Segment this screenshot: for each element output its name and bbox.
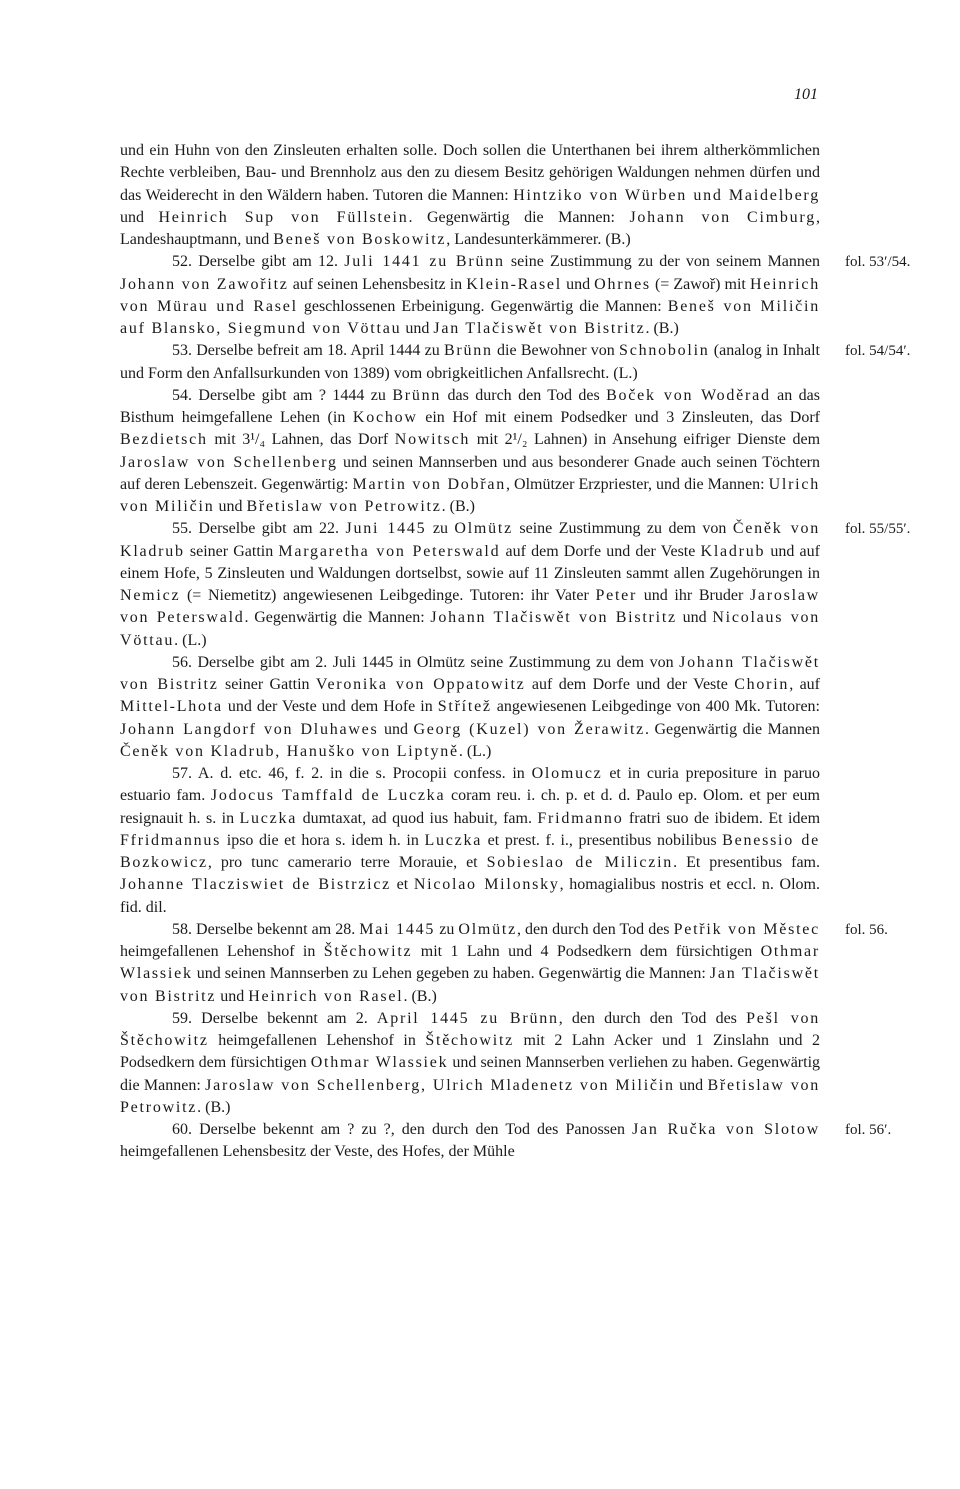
spaced-name: Beneš von Boskowitz bbox=[273, 231, 447, 248]
spaced-name: Georg (Kuzel) von Žerawitz bbox=[413, 720, 646, 738]
spaced-name: Beneš von Miličin auf Blansko, Siegmund von Vöttau bbox=[120, 297, 820, 337]
spaced-name: Othmar Wlassiek bbox=[310, 1054, 449, 1072]
text-run: und seinen Mannserben zu Lehen gegeben zu haben. Gegenwärtig die Mannen: bbox=[192, 965, 710, 983]
text-run: . Gegenwärtig die Mannen: bbox=[408, 208, 630, 226]
text-run: und seinen Mannserben verliehen zu haben. Gegenwärtig die Mannen: bbox=[120, 1054, 821, 1094]
text-run: und bbox=[401, 320, 434, 337]
spaced-name: Fridmanno bbox=[537, 809, 624, 827]
paragraph bbox=[120, 251, 911, 340]
text-run: (= Niemetitz) angewiesenen Leibgedinge. Tutoren: ihr Vater bbox=[180, 587, 596, 604]
spaced-name: Jan Ručka von Slotow bbox=[632, 1121, 820, 1138]
text-run: seine Zustimmung zu dem von bbox=[512, 520, 733, 538]
folio-reference: fol. 55/55′. bbox=[845, 521, 911, 538]
text-run: an das Bisthum heimgefallene Lehen (in bbox=[120, 386, 820, 426]
paragraph bbox=[120, 1008, 820, 1119]
spaced-name: Sobieslao de Miliczin bbox=[486, 854, 674, 871]
spaced-name: Schnobolin bbox=[619, 342, 710, 360]
text-run: 59. Derselbe bekennt am 2. bbox=[172, 1009, 377, 1027]
text-run: 55. Derselbe gibt am 22. bbox=[172, 520, 346, 538]
text-run: 54. Derselbe gibt am ? 1444 zu bbox=[172, 386, 393, 404]
text-run: . Gegenwärtig die Mannen: bbox=[244, 609, 431, 627]
text-run: ein Hof mit einem Podsedker und 3 Zinsleuten, das Dorf bbox=[417, 409, 821, 426]
folio-reference: fol. 54/54′. bbox=[845, 343, 911, 360]
spaced-name: Ohrnes bbox=[594, 275, 651, 293]
text-run: 57. A. d. etc. 46, f. 2. in die s. Procopii confess. in bbox=[172, 765, 532, 782]
text-run: . (B.) bbox=[403, 987, 437, 1005]
folio-reference: fol. 53′/54. bbox=[845, 254, 911, 271]
text-run: , den durch den Tod des bbox=[558, 1009, 747, 1027]
text-run: 53. Derselbe befreit am 18. April 1444 zu bbox=[172, 342, 444, 360]
spaced-name: Ffridmannus bbox=[120, 831, 222, 849]
spaced-name: Jan Tlačiswět von Bistritz bbox=[120, 965, 820, 1005]
spaced-name: Jaroslaw von Schellenberg bbox=[120, 453, 338, 471]
text-run: . Gegenwärtig die Mannen bbox=[645, 720, 821, 738]
text-run: . (B.) bbox=[645, 320, 679, 337]
spaced-name: Jaroslaw von Schellenberg, Ulrich Mladenetz von Miličin bbox=[205, 1076, 675, 1094]
spaced-name: Brünn bbox=[392, 386, 442, 404]
spaced-name: Benessio de Bozkowicz bbox=[120, 831, 821, 871]
spaced-name: Jaroslaw von Peterswald bbox=[120, 587, 821, 627]
text-run: und der Veste und dem Hofe in bbox=[222, 698, 438, 716]
spaced-name: Johanne Tlacziswiet de Bistrzicz bbox=[120, 876, 392, 894]
spaced-name: Johann Langdorf von Dluhawes bbox=[120, 720, 379, 738]
spaced-name: Kochow bbox=[352, 409, 418, 426]
spaced-name: Martin von Dobřan bbox=[352, 475, 506, 493]
text-run: . (L.) bbox=[458, 742, 492, 760]
spaced-name: Johann von Zawořitz bbox=[120, 275, 289, 293]
text-run: das durch den Tod des bbox=[441, 386, 607, 404]
text-run: , Olmützer Erzpriester, und die Mannen: bbox=[505, 475, 769, 493]
text-run: fratri suo de ibidem. Et idem bbox=[623, 809, 821, 827]
body-text bbox=[120, 140, 911, 1164]
text-run: , den durch den Tod des bbox=[516, 920, 674, 938]
text-run: und bbox=[216, 987, 249, 1005]
text-run: (analog in Inhalt und Form den Anfallsurkunden von 1389) vom obrigkeitlichen Anfallsrecht. (L.) bbox=[120, 342, 820, 382]
spaced-name: Bezdietsch bbox=[120, 431, 208, 449]
text-run: auf seinen Lehensbesitz in bbox=[288, 275, 467, 293]
spaced-name: Heinrich Sup von Füllstein bbox=[158, 208, 409, 226]
spaced-name: Čeněk von Kladrub bbox=[120, 520, 821, 560]
page-number: 101 bbox=[794, 86, 818, 103]
text-run: seiner Gattin bbox=[218, 676, 316, 693]
spaced-name: Štěchowitz bbox=[323, 943, 413, 960]
text-run: und bbox=[676, 609, 713, 627]
spaced-name: Klein-Rasel bbox=[466, 275, 563, 293]
folio-reference: fol. 56. bbox=[845, 921, 888, 938]
spaced-name: Mai 1445 bbox=[359, 920, 436, 938]
paragraph bbox=[120, 919, 888, 1008]
text-run: . (B.) bbox=[441, 498, 475, 515]
spaced-name: Peter bbox=[595, 587, 638, 604]
spaced-name: Jan Tlačiswět von Bistritz bbox=[433, 320, 646, 337]
spaced-name: Juni 1445 bbox=[345, 520, 427, 538]
spaced-name: Juli 1441 zu Brünn bbox=[344, 253, 505, 271]
text-run: , homagialibus nostris et eccl. n. Olom. fid. dil. bbox=[120, 876, 820, 916]
spaced-name: Pešl von Štěchowitz bbox=[120, 1009, 820, 1049]
text-run: et in curia prepositure in paruo estuario fam. bbox=[120, 765, 821, 805]
text-run: . (B.) bbox=[197, 1098, 231, 1116]
text-run: und bbox=[674, 1076, 708, 1094]
text-run: . Et presentibus fam. bbox=[673, 854, 820, 871]
spaced-name: Johann von Cimburg bbox=[629, 208, 816, 226]
text-run: und bbox=[214, 498, 247, 515]
text-run: coram reu. i. ch. p. et d. d. Paulo ep. Olom. et per eum resignauit h. s. in bbox=[120, 787, 820, 827]
text-run: zu bbox=[426, 520, 455, 538]
text-run: auf dem Dorfe und der Veste bbox=[500, 542, 701, 560]
spaced-name: Brünn bbox=[444, 342, 493, 360]
text-run: , auf bbox=[789, 676, 820, 693]
spaced-name: Chorin bbox=[734, 676, 790, 693]
spaced-name: Johann Tlačiswět von Bistritz bbox=[430, 609, 677, 627]
folio-reference: fol. 56′. bbox=[845, 1122, 892, 1138]
text-run: (= Zawoř) mit bbox=[650, 275, 750, 293]
text-run: und bbox=[120, 208, 159, 226]
spaced-name: Břetislaw von Petrowitz bbox=[120, 1076, 821, 1116]
spaced-name: Margaretha von Peterswald bbox=[278, 542, 501, 560]
text-run: mit 2¹/₂ Lahnen) in Ansehung eifriger Dienste dem bbox=[470, 431, 821, 449]
spaced-name: Othmar Wlassiek bbox=[120, 943, 820, 983]
text-run: et bbox=[391, 876, 414, 894]
text-run: heimgefallenen Lehenshof in bbox=[120, 943, 324, 960]
spaced-name: Břetislaw von Petrowitz bbox=[246, 498, 442, 515]
spaced-name: Čeněk von Kladrub, Hanuško von Liptyně bbox=[120, 742, 459, 760]
spaced-name: Hintziko von Würben und Maidelberg bbox=[513, 186, 820, 204]
paragraph bbox=[120, 652, 820, 763]
text-run: heimgefallenen Lehenshof in bbox=[208, 1032, 426, 1049]
text-run: und seinen Mannserben und aus besonderer Gnade auch seinen Töchtern auf deren Lebenszeit. Gegenwärtig: bbox=[120, 453, 820, 493]
text-run: , Landeshauptmann, und bbox=[120, 208, 820, 248]
spaced-name: Heinrich von Mürau und Rasel bbox=[120, 275, 820, 315]
paragraph bbox=[120, 340, 911, 385]
text-run: mit 2 Lahn Acker und 1 Zinslahn und 2 Podsedkern dem fürsichtigen bbox=[120, 1032, 821, 1072]
text-run: und ihr Bruder bbox=[637, 587, 750, 604]
text-run: die Bewohner von bbox=[492, 342, 620, 360]
paragraph bbox=[120, 385, 820, 519]
spaced-name: Heinrich von Rasel bbox=[248, 987, 404, 1005]
text-run: dumtaxat, ad quod ius habuit, fam. bbox=[297, 809, 538, 827]
text-run: auf dem Dorfe und der Veste bbox=[525, 676, 735, 693]
spaced-name: Olmütz bbox=[454, 520, 513, 538]
spaced-name: Mittel-Lhota bbox=[120, 698, 223, 716]
text-run: und ein Huhn von den Zinsleuten erhalten solle. Doch sollen die Unterthanen bei ihrem altherkömmlichen Rechte verbleiben, Bau- und Brennholz aus den zu diesem Besitz gehörigen Waldungen nehmen dürfen und das Weiderecht in den Wäldern haben. Tutoren die Mannen: bbox=[120, 142, 820, 204]
spaced-name: Olomucz bbox=[531, 765, 603, 782]
text-run: geschlossenen Erbeinigung. Gegenwärtig die Mannen: bbox=[297, 297, 668, 315]
text-run: 58. Derselbe bekennt am 28. bbox=[172, 920, 360, 938]
text-run: und bbox=[378, 720, 414, 738]
text-run: ipso die et hora s. idem h. in bbox=[221, 831, 425, 849]
spaced-name: Veronika von Oppatowitz bbox=[315, 676, 526, 693]
spaced-name: Olmütz bbox=[458, 920, 517, 938]
paragraph bbox=[120, 763, 820, 919]
spaced-name: Jodocus Tamffald de Luczka bbox=[210, 787, 446, 805]
text-run: 56. Derselbe gibt am 2. Juli 1445 in Olmütz seine Zustimmung zu dem von bbox=[172, 653, 680, 671]
spaced-name: Kladrub bbox=[700, 542, 766, 560]
text-run: mit 1 Lahn und 4 Podsedkern dem fürsichtigen bbox=[412, 943, 761, 960]
spaced-name: Johann Tlačiswět von Bistritz bbox=[120, 653, 820, 693]
spaced-name: Nemicz bbox=[120, 587, 181, 604]
paragraph bbox=[120, 1119, 892, 1164]
spaced-name: Boček von Woděrad bbox=[606, 386, 771, 404]
text-run: seiner Gattin bbox=[184, 542, 279, 560]
paragraph bbox=[120, 140, 820, 251]
spaced-name: Petřik von Městec bbox=[673, 920, 821, 938]
text-run: 60. Derselbe bekennt am ? zu ?, den durch den Tod des Panossen bbox=[172, 1121, 633, 1138]
spaced-name: Nicolao Milonsky bbox=[413, 876, 560, 894]
paragraph bbox=[120, 518, 911, 652]
text-run: seine Zustimmung zu der von seinem Mannen bbox=[504, 253, 821, 271]
spaced-name: Luczka bbox=[424, 831, 483, 849]
text-run: zu bbox=[435, 920, 459, 938]
text-run: , Landesunterkämmerer. (B.) bbox=[446, 231, 631, 248]
spaced-name: April 1445 zu Brünn bbox=[376, 1009, 559, 1027]
text-run: et prest. f. i., presentibus nobilibus bbox=[482, 831, 723, 849]
spaced-name: Luczka bbox=[239, 809, 298, 827]
text-run: 52. Derselbe gibt am 12. bbox=[172, 253, 345, 271]
text-run: , pro tunc camerario terre Morauie, et bbox=[207, 854, 487, 871]
spaced-name: Střítež bbox=[437, 698, 492, 716]
text-run: angewiesenen Leibgedinge von 400 Mk. Tutoren: bbox=[491, 698, 820, 716]
text-run: heimgefallenen Lehensbesitz der Veste, des Hofes, der Mühle bbox=[120, 1143, 515, 1161]
text-run: . (L.) bbox=[174, 631, 207, 649]
text-run: und auf einem Hofe, 5 Zinsleuten und Waldungen dortselbst, sowie auf 11 Zinsleuten sammt allen Zugehörungen in bbox=[120, 542, 820, 582]
spaced-name: Nowitsch bbox=[394, 431, 471, 449]
text-run: mit 3¹/₄ Lahnen, das Dorf bbox=[207, 431, 395, 449]
spaced-name: Štěchowitz bbox=[425, 1032, 515, 1049]
text-run: und bbox=[562, 275, 595, 293]
spaced-name: Ulrich von Miličin bbox=[120, 475, 820, 515]
spaced-name: Nicolaus von Vöttau bbox=[120, 609, 821, 649]
